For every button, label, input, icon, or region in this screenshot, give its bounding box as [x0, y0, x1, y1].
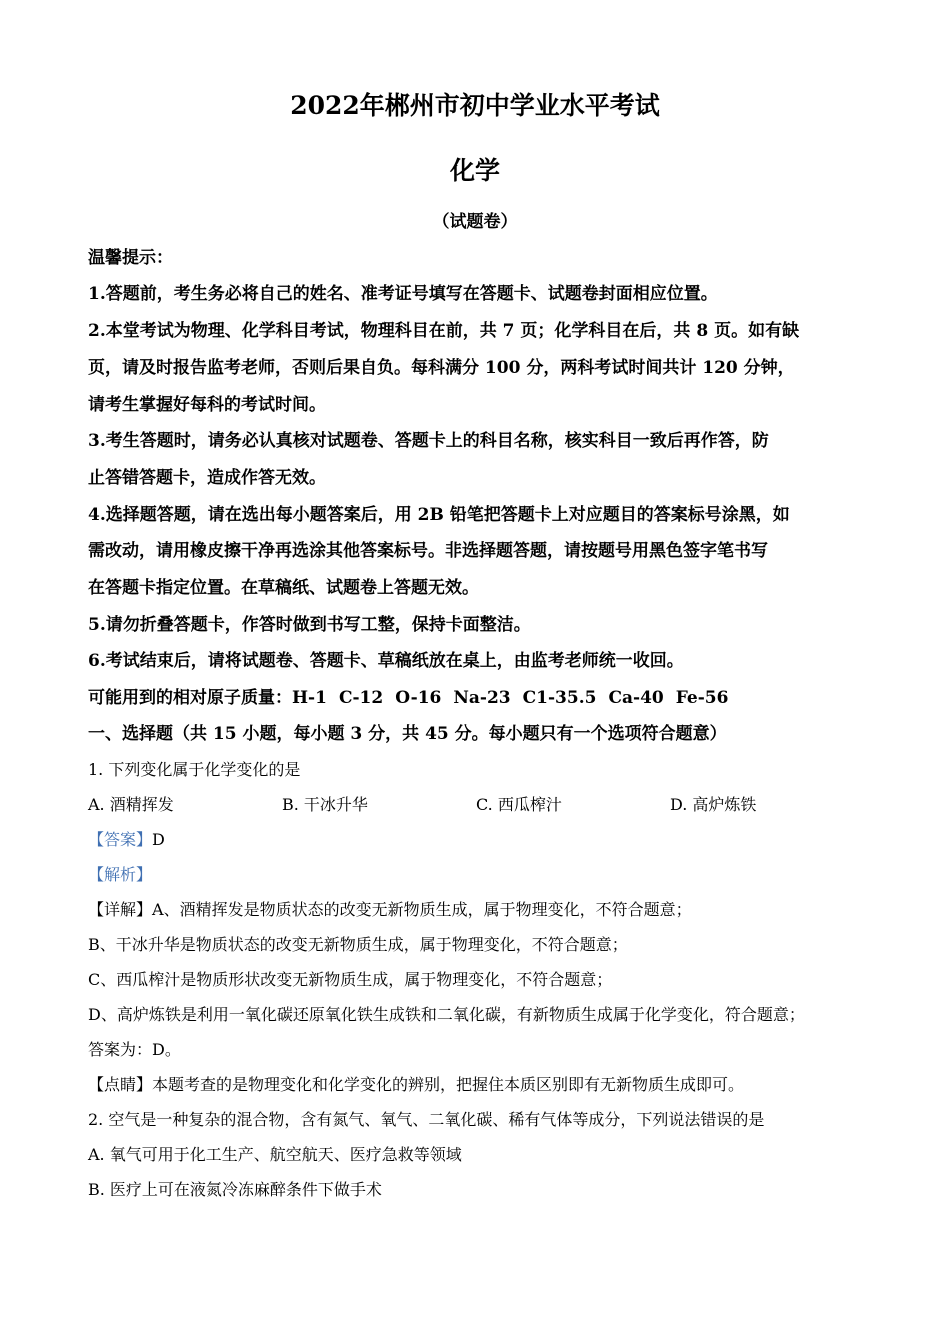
q1-option-d: D. 高炉炼铁	[670, 795, 757, 814]
tip-line: 在答题卡指定位置。在草稿纸、试题卷上答题无效。	[88, 578, 479, 598]
tips-heading: 温馨提示：	[88, 248, 173, 268]
q2-option-b: B. 医疗上可在液氮冷冻麻醉条件下做手术	[88, 1180, 382, 1199]
atomic-mass-item: O-16	[395, 688, 442, 708]
question-2-stem: 2. 空气是一种复杂的混合物，含有氮气、氧气、二氧化碳、稀有气体等成分，下列说法错误的是	[88, 1110, 765, 1129]
detail-tag: 【详解】	[88, 900, 153, 919]
atomic-mass-item: H-1	[292, 688, 327, 708]
atomic-mass-item: Ca-40	[608, 688, 664, 708]
tip-line: 2.本堂考试为物理、化学科目考试，物理科目在前，共 7 页；化学科目在后，共 8 页。如有缺	[88, 321, 800, 341]
q1-answer	[88, 828, 165, 852]
tip-line: 止答错答题卡，造成作答无效。	[88, 468, 326, 488]
q1-detail-line: D、高炉炼铁是利用一氧化碳还原氧化铁生成铁和二氧化碳，有新物质生成属于化学变化，符合题意；	[88, 1005, 805, 1024]
answer-tag: 【答案】	[88, 830, 153, 849]
tip-line: 5.请勿折叠答题卡，作答时做到书写工整，保持卡面整洁。	[88, 615, 531, 635]
answer-value: D	[152, 830, 165, 849]
q2-option-a: A. 氧气可用于化工生产、航空航天、医疗急救等领域	[88, 1145, 462, 1164]
exam-title: 2022年郴州市初中学业水平考试	[290, 91, 660, 120]
tip-line: 6.考试结束后，请将试题卷、答题卡、草稿纸放在桌上，由监考老师统一收回。	[88, 651, 684, 671]
question-1-stem: 1. 下列变化属于化学变化的是	[88, 760, 301, 779]
tip-line: 4.选择题答题，请在选出每小题答案后，用 2B 铅笔把答题卡上对应题目的答案标号涂黑，如	[88, 505, 790, 525]
atomic-mass-item: Na-23	[453, 688, 511, 708]
atomic-masses-label: 可能用到的相对原子质量：	[88, 688, 292, 708]
q1-detail-line: B、干冰升华是物质状态的改变无新物质生成，属于物理变化，不符合题意；	[88, 935, 628, 954]
atomic-mass-item: Fe-56	[675, 688, 729, 708]
tip-line: 页，请及时报告监考老师，否则后果自负。每科满分 100 分，两科考试时间共计 120 分钟，	[88, 358, 795, 378]
analysis-tag: 【解析】	[88, 865, 153, 884]
paper-type: （试题卷）	[432, 212, 518, 232]
q1-option-c: C. 西瓜榨汁	[476, 795, 562, 814]
comment-text: 本题考查的是物理变化和化学变化的辨别，把握住本质区别即有无新物质生成即可。	[152, 1075, 745, 1094]
section-heading: 一、选择题（共 15 小题，每小题 3 分，共 45 分。每小题只有一个选项符合题意）	[88, 724, 727, 744]
q1-detail-line: C、西瓜榨汁是物质形状改变无新物质生成，属于物理变化，不符合题意；	[88, 970, 613, 989]
tip-line: 3.考生答题时，请务必认真核对试题卷、答题卡上的科目名称，核实科目一致后再作答，防	[88, 431, 769, 451]
q1-option-b: B. 干冰升华	[282, 795, 368, 814]
atomic-mass-item: C1-35.5	[522, 688, 597, 708]
tip-line: 需改动，请用橡皮擦干净再选涂其他答案标号。非选择题答题，请按题号用黑色签字笔书写	[88, 541, 768, 561]
tip-line: 请考生掌握好每科的考试时间。	[88, 395, 326, 415]
tip-line: 1.答题前，考生务必将自己的姓名、准考证号填写在答题卡、试题卷封面相应位置。	[88, 284, 718, 304]
subject-title: 化学	[449, 156, 500, 185]
atomic-masses	[88, 686, 728, 710]
q1-option-a: A. 酒精挥发	[88, 795, 174, 814]
comment-tag: 【点睛】	[88, 1075, 153, 1094]
q1-detail-line	[88, 898, 692, 922]
q1-comment	[88, 1073, 744, 1097]
atomic-mass-item: C-12	[338, 688, 384, 708]
q1-detail-line: 答案为：D。	[88, 1040, 181, 1059]
detail-text: A、酒精挥发是物质状态的改变无新物质生成，属于物理变化，不符合题意；	[152, 900, 692, 919]
